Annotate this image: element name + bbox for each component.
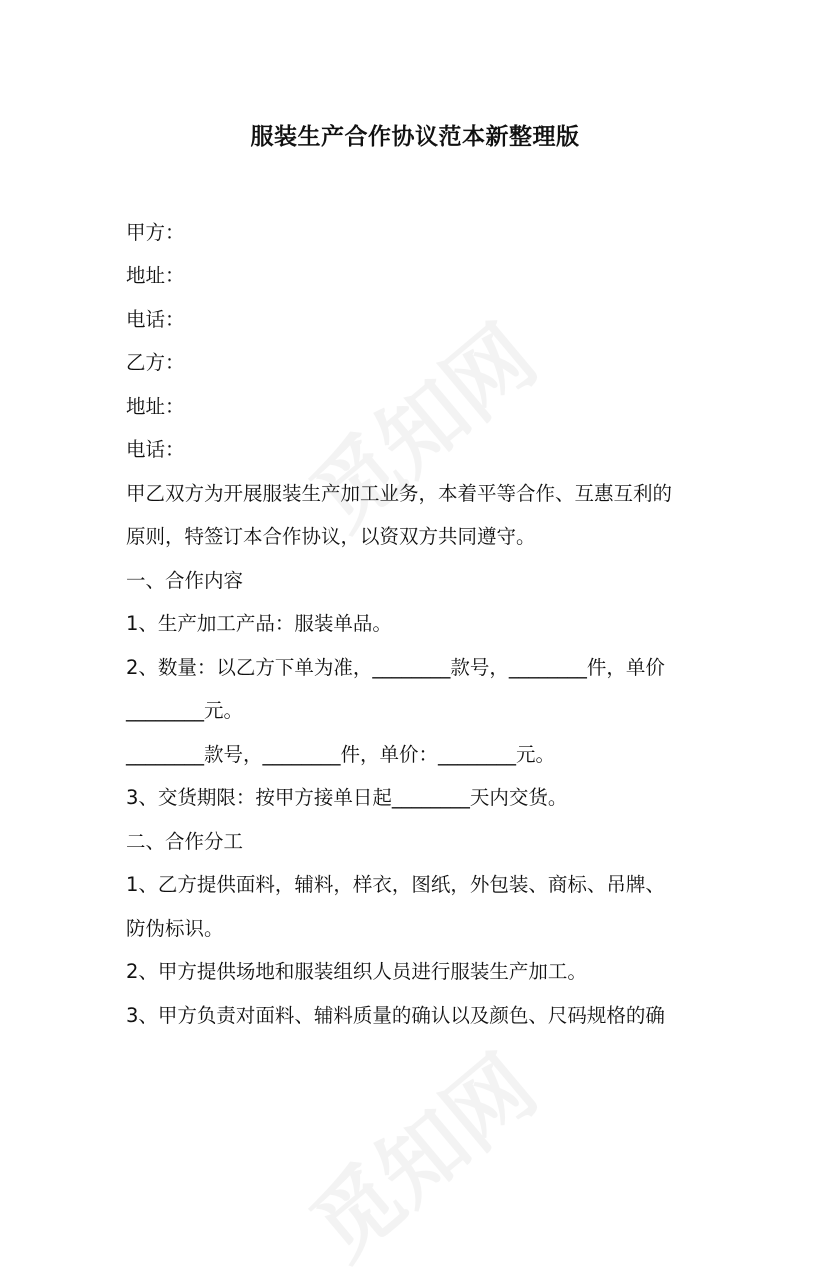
paragraph-line: 3、交货期限：按甲方接单日起________天内交货。 — [126, 786, 568, 809]
paragraph-line: 2、数量：以乙方下单为准，________款号，________件，单价 — [126, 656, 665, 679]
watermark — [280, 292, 557, 553]
section-heading: 二、合作分工 — [126, 830, 244, 853]
party-b-phone-label: 电话： — [126, 438, 185, 461]
paragraph-line: 甲乙双方为开展服装生产加工业务，本着平等合作、互惠互利的 — [126, 482, 673, 505]
paragraph-line: 1、乙方提供面料，辅料，样衣，图纸，外包装、商标、吊牌、 — [126, 873, 665, 896]
party-a-label: 甲方： — [126, 221, 185, 244]
paragraph-line: 1、生产加工产品：服装单品。 — [126, 612, 392, 635]
paragraph-line: 3、甲方负责对面料、辅料质量的确认以及颜色、尺码规格的确 — [126, 1004, 665, 1027]
paragraph-line: 防伪标识。 — [126, 917, 224, 940]
paragraph-line: ________款号，________件，单价：________元。 — [126, 743, 556, 766]
party-a-address-label: 地址： — [126, 264, 185, 287]
paragraph-line: ________元。 — [126, 699, 244, 722]
watermark — [280, 1022, 557, 1282]
party-a-phone-label: 电话： — [126, 308, 185, 331]
section-heading: 一、合作内容 — [126, 569, 244, 592]
paragraph-line: 2、甲方提供场地和服装组织人员进行服装生产加工。 — [126, 960, 587, 983]
document-title: 服装生产合作协议范本新整理版 — [250, 124, 580, 150]
party-b-label: 乙方： — [126, 351, 185, 374]
paragraph-line: 原则，特签订本合作协议，以资双方共同遵守。 — [126, 525, 536, 548]
party-b-address-label: 地址： — [126, 395, 185, 418]
